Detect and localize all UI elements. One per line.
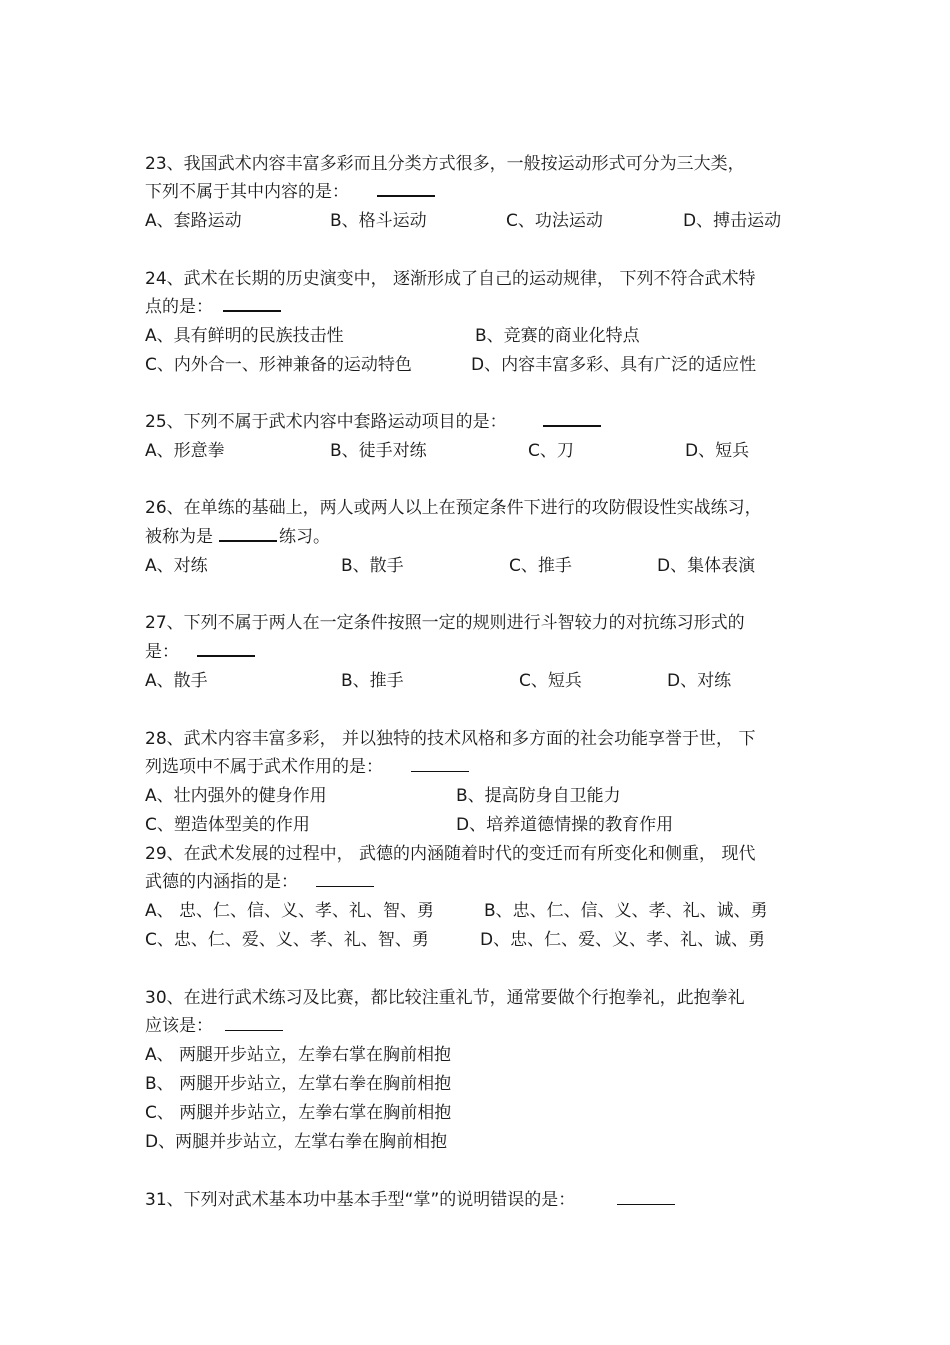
question-27-prompt: 是： [145, 642, 179, 662]
option-b: B、提高防身自卫能力 [456, 786, 621, 806]
question-28-prompt: 列选项中不属于武术作用的是： [145, 757, 383, 777]
question-30-line-2 [145, 1015, 283, 1037]
option-d: D、集体表演 [657, 556, 756, 576]
question-29-prompt: 武德的内涵指的是： [145, 872, 298, 892]
question-30-prompt: 应该是： [145, 1016, 213, 1036]
option-a: A、散手 [145, 671, 208, 691]
option-c: C、塑造体型美的作用 [145, 815, 310, 835]
answer-blank [316, 872, 374, 887]
question-25-line-1 [145, 411, 601, 433]
question-26-suffix: 练习。 [279, 527, 330, 547]
option-c: C、内外合一、形神兼备的运动特色 [145, 355, 412, 375]
option-a: A、形意拳 [145, 441, 225, 461]
option-d: D、内容丰富多彩、具有广泛的适应性 [471, 355, 757, 375]
option-a: A、套路运动 [145, 211, 242, 231]
question-31-line-1 [145, 1189, 675, 1211]
option-b: B、徒手对练 [330, 441, 427, 461]
option-a: A、壮内强外的健身作用 [145, 786, 327, 806]
answer-blank [223, 296, 281, 312]
answer-blank [411, 757, 469, 772]
option-d: D、搏击运动 [683, 211, 782, 231]
option-b: B、散手 [341, 556, 404, 576]
option-d: D、两腿并步站立，左掌右拳在胸前相抱 [145, 1132, 448, 1152]
question-23-prompt: 下列不属于其中内容的是： [145, 182, 349, 202]
option-c: C、忠、仁、爱、义、孝、礼、智、勇 [145, 930, 429, 950]
option-d: D、培养道德情操的教育作用 [456, 815, 674, 835]
option-b: B、竞赛的商业化特点 [475, 326, 640, 346]
question-24-prompt: 点的是： [145, 297, 213, 317]
option-a: A、具有鲜明的民族技击性 [145, 326, 344, 346]
option-c: C、功法运动 [506, 211, 603, 231]
option-b: B、格斗运动 [330, 211, 427, 231]
question-26-line-2 [145, 526, 330, 548]
answer-blank [377, 181, 435, 197]
option-c: C、短兵 [519, 671, 582, 691]
option-d: D、忠、仁、爱、义、孝、礼、诚、勇 [480, 930, 766, 950]
answer-blank [219, 526, 277, 542]
question-31-prompt: 31、下列对武术基本功中基本手型“掌”的说明错误的是： [145, 1190, 576, 1210]
option-b: B、推手 [341, 671, 404, 691]
answer-blank [543, 411, 601, 427]
answer-blank [617, 1190, 675, 1205]
option-a: A、 忠、仁、信、义、孝、礼、智、勇 [145, 901, 435, 921]
question-29-line-2 [145, 871, 374, 893]
question-23-line-1: 23、我国武术内容丰富多彩而且分类方式很多，一般按运动形式可分为三大类， [145, 154, 745, 174]
option-c: C、刀 [528, 441, 574, 461]
option-c: C、推手 [509, 556, 572, 576]
question-23-line-2 [145, 181, 435, 203]
question-24-line-1: 24、武术在长期的历史演变中， 逐渐形成了自己的运动规律， 下列不符合武术特 [145, 269, 756, 289]
option-a: A、 两腿开步站立，左拳右掌在胸前相抱 [145, 1045, 452, 1065]
answer-blank [197, 641, 255, 657]
option-d: D、短兵 [685, 441, 750, 461]
option-d: D、对练 [667, 671, 732, 691]
question-27-line-2 [145, 641, 255, 663]
question-28-line-2 [145, 756, 469, 778]
option-b: B、 两腿开步站立，左掌右拳在胸前相抱 [145, 1074, 452, 1094]
question-30-line-1: 30、在进行武术练习及比赛，都比较注重礼节，通常要做个行抱拳礼，此抱拳礼 [145, 988, 745, 1008]
option-a: A、对练 [145, 556, 208, 576]
question-26-line-1: 26、在单练的基础上，两人或两人以上在预定条件下进行的攻防假设性实战练习， [145, 498, 762, 518]
option-c: C、 两腿并步站立，左拳右掌在胸前相抱 [145, 1103, 452, 1123]
question-26-prompt: 被称为是 [145, 527, 213, 547]
question-28-line-1: 28、武术内容丰富多彩， 并以独特的技术风格和多方面的社会功能享誉于世， 下 [145, 729, 756, 749]
answer-blank [225, 1016, 283, 1031]
option-b: B、忠、仁、信、义、孝、礼、诚、勇 [484, 901, 768, 921]
question-24-line-2 [145, 296, 281, 318]
question-25-prompt: 25、下列不属于武术内容中套路运动项目的是： [145, 412, 507, 432]
question-27-line-1: 27、下列不属于两人在一定条件按照一定的规则进行斗智较力的对抗练习形式的 [145, 613, 745, 633]
question-29-line-1: 29、在武术发展的过程中， 武德的内涵随着时代的变迁而有所变化和侧重， 现代 [145, 844, 756, 864]
